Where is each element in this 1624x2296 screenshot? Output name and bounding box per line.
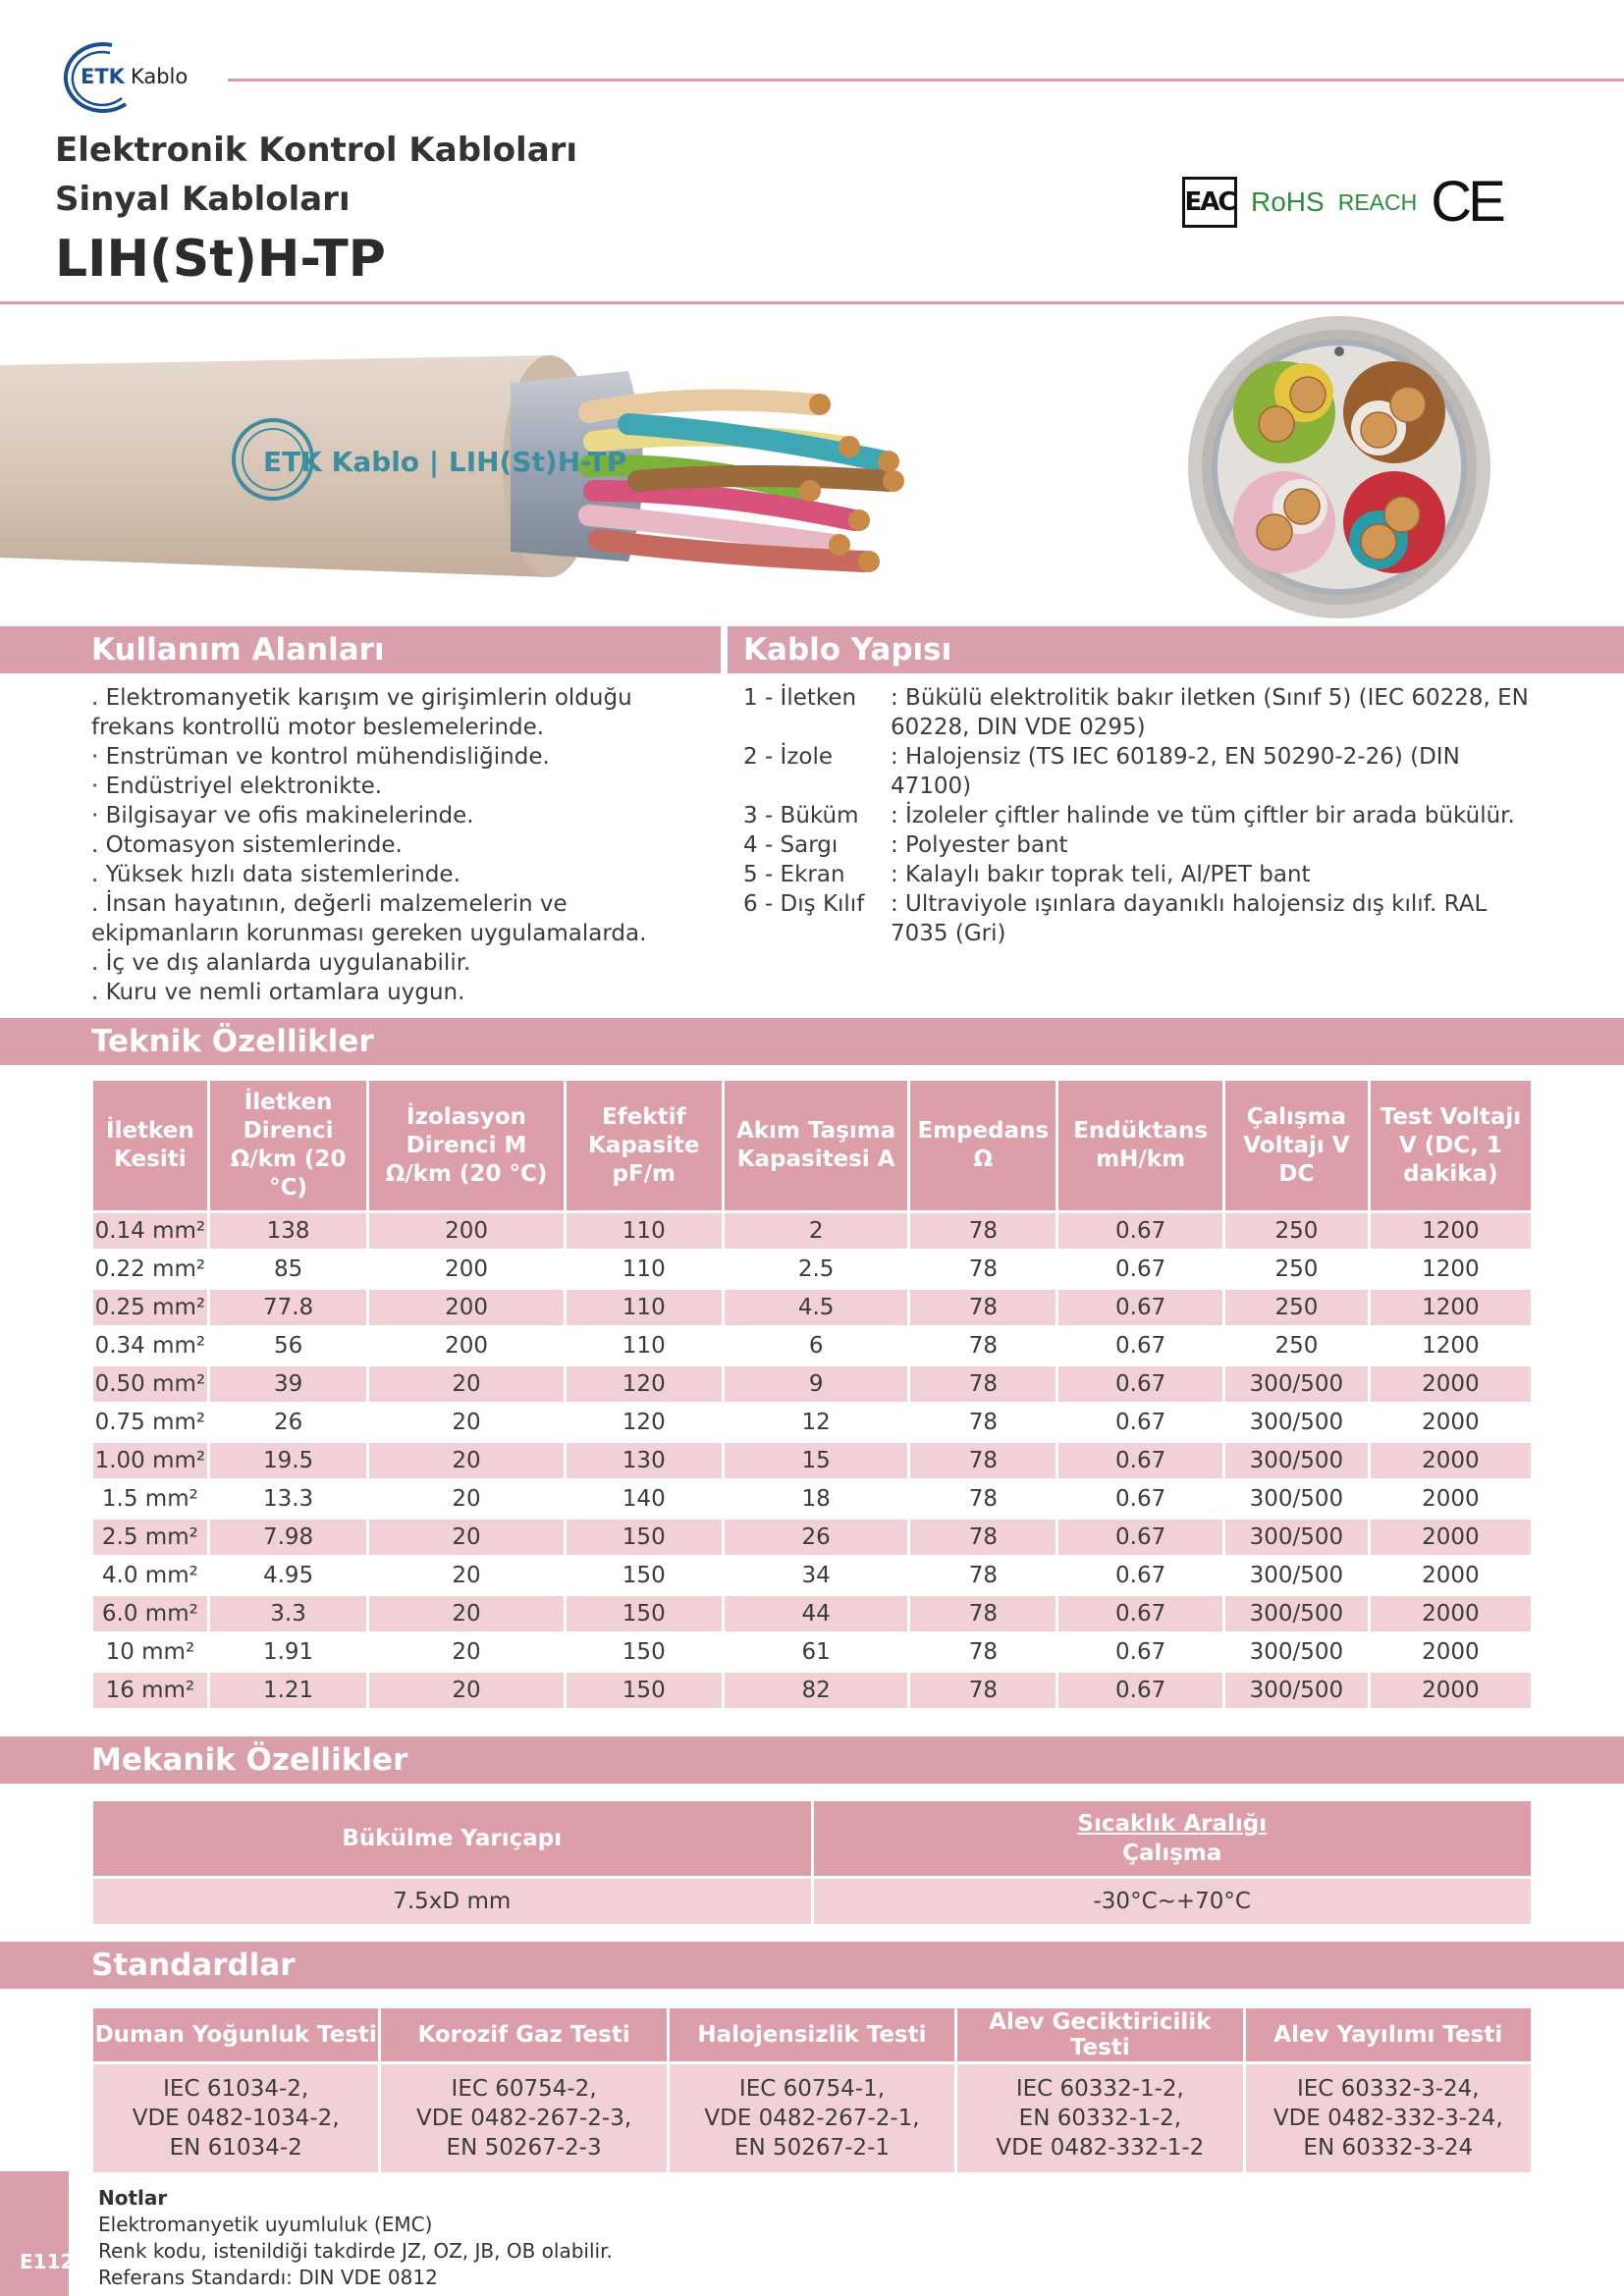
table-row <box>93 1290 1531 1325</box>
structure-item <box>743 889 1529 948</box>
table-cell: 20 <box>369 1596 563 1631</box>
table-cell: 0.50 mm² <box>93 1366 207 1402</box>
table-row <box>93 1673 1531 1708</box>
column-header: Alev Geciktiricilik Testi <box>957 2008 1242 2061</box>
table-cell <box>670 2064 954 2172</box>
table-cell: 15 <box>725 1443 908 1478</box>
mechanical-section-header <box>0 1736 1624 1784</box>
notes-title: Notlar <box>98 2186 168 2210</box>
table-cell: 150 <box>567 1673 722 1708</box>
table-cell: 26 <box>210 1405 367 1440</box>
technical-table-body <box>93 1213 1531 1708</box>
table-cell: 2000 <box>1371 1596 1531 1631</box>
table-cell: 300/500 <box>1225 1481 1368 1517</box>
cell-line: IEC 60332-3-24, <box>1296 2076 1480 2102</box>
table-cell: 0.25 mm² <box>93 1290 207 1325</box>
column-header: Alev Yayılımı Testi <box>1246 2008 1531 2061</box>
table-cell: 78 <box>910 1558 1056 1593</box>
table-cell: 0.22 mm² <box>93 1252 207 1287</box>
title-divider <box>0 301 1624 304</box>
mechanical-table <box>90 1798 1534 1927</box>
table-cell: 82 <box>725 1673 908 1708</box>
cell-line: IEC 60754-1, <box>738 2076 886 2102</box>
table-cell: 130 <box>567 1443 722 1478</box>
temperature-header <box>814 1801 1532 1876</box>
cross-section-illustration <box>1186 314 1492 620</box>
table-row <box>93 1481 1531 1517</box>
cable-print: ETK Kablo | LIH(St)H-TP <box>263 446 627 478</box>
subcategory-title: Sinyal Kabloları <box>55 180 351 219</box>
table-cell: 2000 <box>1371 1443 1531 1478</box>
table-cell: 2.5 <box>725 1252 908 1287</box>
cell-line: EN 60332-3-24 <box>1303 2135 1474 2161</box>
note-line: Elektromanyetik uyumluluk (EMC) <box>98 2213 433 2236</box>
structure-value: : Kalaylı bakır toprak teli, Al/PET bant <box>891 862 1311 887</box>
table-cell: 150 <box>567 1558 722 1593</box>
table-cell: 250 <box>1225 1290 1368 1325</box>
table-cell: 26 <box>725 1520 908 1555</box>
rohs-mark: RoHS <box>1251 187 1325 217</box>
structure-value: : Ultraviyole ışınlara dayanıklı halojensiz dış kılıf. RAL 7035 (Gri) <box>891 891 1488 946</box>
cell-line: EN 61034-2 <box>169 2135 302 2161</box>
column-header: Korozif Gaz Testi <box>381 2008 666 2061</box>
structure-list <box>743 683 1529 948</box>
table-cell: 19.5 <box>210 1443 367 1478</box>
table-cell <box>93 2064 378 2172</box>
table-cell: 18 <box>725 1481 908 1517</box>
table-cell: 20 <box>369 1673 563 1708</box>
note-line: Referans Standardı: DIN VDE 0812 <box>98 2266 438 2289</box>
table-cell: 2000 <box>1371 1673 1531 1708</box>
table-cell: 77.8 <box>210 1290 367 1325</box>
structure-value: : İzoleler çiftler halinde ve tüm çiftler bir arada bükülür. <box>891 803 1515 828</box>
eac-mark: EAC <box>1182 177 1237 228</box>
table-cell: 0.67 <box>1058 1366 1222 1402</box>
logo-sub: Kablo <box>130 65 189 88</box>
table-cell <box>381 2064 666 2172</box>
table-cell: 300/500 <box>1225 1443 1368 1478</box>
usage-list <box>91 683 710 1007</box>
table-cell: 0.67 <box>1058 1405 1222 1440</box>
structure-item <box>743 742 1529 801</box>
table-cell: 1200 <box>1371 1328 1531 1363</box>
table-cell: 0.34 mm² <box>93 1328 207 1363</box>
table-cell: 61 <box>725 1634 908 1670</box>
table-cell: 200 <box>369 1252 563 1287</box>
column-header: Akım Taşıma Kapasitesi A <box>725 1081 908 1210</box>
table-cell: 4.95 <box>210 1558 367 1593</box>
table-row <box>93 1520 1531 1555</box>
table-cell: 2.5 mm² <box>93 1520 207 1555</box>
note-line: Renk kodu, istenildiği takdirde JZ, OZ, JB, OB olabilir. <box>98 2239 613 2263</box>
list-item: . Otomasyon sistemlerinde. <box>91 832 403 858</box>
cell-line: VDE 0482-332-1-2 <box>996 2135 1205 2161</box>
column-header: İzolasyon Direnci M Ω/km (20 °C) <box>369 1081 563 1210</box>
product-title: LIH(St)H-TP <box>55 230 386 289</box>
table-row <box>93 2064 1531 2172</box>
table-cell: 10 mm² <box>93 1634 207 1670</box>
table-cell: 1.21 <box>210 1673 367 1708</box>
table-cell: 78 <box>910 1328 1056 1363</box>
column-header: Çalışma Voltajı V DC <box>1225 1081 1368 1210</box>
table-cell: 150 <box>567 1634 722 1670</box>
table-cell: 20 <box>369 1520 563 1555</box>
operating-label: Çalışma <box>1122 1841 1222 1866</box>
cell-line: VDE 0482-1034-2, <box>132 2106 340 2131</box>
cell-line: IEC 60332-1-2, <box>1015 2076 1184 2102</box>
list-item: . Yüksek hızlı data sistemlerinde. <box>91 862 460 887</box>
table-cell <box>957 2064 1242 2172</box>
column-header: İletken Kesiti <box>93 1081 207 1210</box>
table-cell: 0.14 mm² <box>93 1213 207 1249</box>
table-cell: 1.5 mm² <box>93 1481 207 1517</box>
table-row <box>93 1252 1531 1287</box>
table-cell: 250 <box>1225 1328 1368 1363</box>
table-cell: 13.3 <box>210 1481 367 1517</box>
table-cell: 78 <box>910 1673 1056 1708</box>
structure-item <box>743 830 1529 860</box>
table-cell: 2000 <box>1371 1520 1531 1555</box>
table-cell: 78 <box>910 1443 1056 1478</box>
table-cell: 2000 <box>1371 1366 1531 1402</box>
table-cell: 20 <box>369 1634 563 1670</box>
table-cell: 120 <box>567 1366 722 1402</box>
structure-value: : Polyester bant <box>891 832 1068 858</box>
table-cell: 78 <box>910 1290 1056 1325</box>
structure-key: 3 - Büküm <box>743 803 859 828</box>
table-cell: 3.3 <box>210 1596 367 1631</box>
list-item: · Endüstriyel elektronikte. <box>91 774 383 799</box>
table-cell: 150 <box>567 1596 722 1631</box>
table-cell: 4.5 <box>725 1290 908 1325</box>
table-cell: 2000 <box>1371 1634 1531 1670</box>
table-row <box>93 1596 1531 1631</box>
standards-table <box>90 2005 1534 2175</box>
table-cell: 300/500 <box>1225 1366 1368 1402</box>
cell-line: IEC 60754-2, <box>451 2076 597 2102</box>
table-cell: 0.67 <box>1058 1673 1222 1708</box>
table-cell: 20 <box>369 1366 563 1402</box>
table-cell: 20 <box>369 1558 563 1593</box>
technical-section-header <box>0 1018 1624 1065</box>
cell-line: VDE 0482-267-2-3, <box>415 2106 632 2131</box>
table-cell: 78 <box>910 1366 1056 1402</box>
table-row <box>93 1366 1531 1402</box>
table-cell: 140 <box>567 1481 722 1517</box>
table-cell: 78 <box>910 1213 1056 1249</box>
standards-title: Standardlar <box>91 1948 296 1983</box>
table-cell: 300/500 <box>1225 1520 1368 1555</box>
column-header: İletken Direnci Ω/km (20 °C) <box>210 1081 367 1210</box>
table-cell: 78 <box>910 1596 1056 1631</box>
table-row <box>93 1405 1531 1440</box>
temperature-range-label: Sıcaklık Aralığı <box>1077 1811 1268 1837</box>
table-cell: 56 <box>210 1328 367 1363</box>
table-cell: 2000 <box>1371 1405 1531 1440</box>
column-header: Empedans Ω <box>910 1081 1056 1210</box>
column-header: Duman Yoğunluk Testi <box>93 2008 378 2061</box>
bend-radius-header: Bükülme Yarıçapı <box>93 1801 811 1876</box>
table-cell: 200 <box>369 1290 563 1325</box>
structure-key: 6 - Dış Kılıf <box>743 891 865 917</box>
category-title: Elektronik Kontrol Kabloları <box>55 131 578 170</box>
technical-table <box>90 1078 1534 1711</box>
table-cell <box>1246 2064 1531 2172</box>
list-item: . Elektromanyetik karışım ve girişimlerin olduğu frekans kontrollü motor beslemelerinde. <box>91 685 632 740</box>
table-row <box>93 1328 1531 1363</box>
column-header: Test Voltajı V (DC, 1 dakika) <box>1371 1081 1531 1210</box>
table-cell: 78 <box>910 1405 1056 1440</box>
technical-title: Teknik Özellikler <box>91 1024 374 1059</box>
page-number: E112 <box>20 2250 75 2273</box>
table-cell: 6.0 mm² <box>93 1596 207 1631</box>
structure-value: : Bükülü elektrolitik bakır iletken (Sınıf 5) (IEC 60228, EN 60228, DIN VDE 0295) <box>891 685 1529 740</box>
header-divider <box>228 79 1624 81</box>
structure-key: 2 - İzole <box>743 744 834 770</box>
table-cell: 9 <box>725 1366 908 1402</box>
table-cell: 300/500 <box>1225 1405 1368 1440</box>
table-row <box>93 1213 1531 1249</box>
notes <box>98 2185 613 2291</box>
table-cell: 0.67 <box>1058 1213 1222 1249</box>
table-cell: 300/500 <box>1225 1558 1368 1593</box>
ce-mark: CE <box>1431 170 1502 234</box>
table-cell: 78 <box>910 1252 1056 1287</box>
table-cell: 110 <box>567 1252 722 1287</box>
table-cell: 0.67 <box>1058 1634 1222 1670</box>
cell-line: VDE 0482-267-2-1, <box>704 2106 920 2131</box>
cell-line: EN 60332-1-2, <box>1018 2106 1182 2131</box>
table-cell: 200 <box>369 1213 563 1249</box>
table-cell: 2000 <box>1371 1481 1531 1517</box>
table-cell: 2000 <box>1371 1558 1531 1593</box>
table-cell: 6 <box>725 1328 908 1363</box>
cell-line: EN 50267-2-1 <box>733 2135 891 2161</box>
table-cell: 85 <box>210 1252 367 1287</box>
mechanical-title: Mekanik Özellikler <box>91 1742 408 1778</box>
table-cell: 0.67 <box>1058 1443 1222 1478</box>
table-cell: 250 <box>1225 1213 1368 1249</box>
table-cell: 0.67 <box>1058 1290 1222 1325</box>
cell-line: VDE 0482-332-3-24, <box>1272 2106 1503 2131</box>
standards-section-header <box>0 1942 1624 1989</box>
column-header: Endüktans mH/km <box>1058 1081 1222 1210</box>
table-cell: 1200 <box>1371 1252 1531 1287</box>
structure-title: Kablo Yapısı <box>743 632 952 667</box>
table-cell: 200 <box>369 1328 563 1363</box>
table-row <box>93 1634 1531 1670</box>
table-cell: 1.00 mm² <box>93 1443 207 1478</box>
table-cell: 0.67 <box>1058 1328 1222 1363</box>
table-cell: 110 <box>567 1213 722 1249</box>
column-header: Halojensizlik Testi <box>670 2008 954 2061</box>
table-cell: 20 <box>369 1443 563 1478</box>
usage-section-header <box>0 626 721 673</box>
table-cell: 120 <box>567 1405 722 1440</box>
table-cell: 0.67 <box>1058 1481 1222 1517</box>
brand-logo <box>81 65 188 88</box>
table-cell: 0.67 <box>1058 1520 1222 1555</box>
table-cell: 78 <box>910 1634 1056 1670</box>
table-cell: 300/500 <box>1225 1634 1368 1670</box>
list-item: . İç ve dış alanlarda uygulanabilir. <box>91 950 471 976</box>
table-row <box>93 1879 1531 1924</box>
table-cell: 150 <box>567 1520 722 1555</box>
table-cell: 34 <box>725 1558 908 1593</box>
certification-marks <box>1182 170 1502 234</box>
column-header: Efektif Kapasite pF/m <box>567 1081 722 1210</box>
list-item: · Bilgisayar ve ofis makinelerinde. <box>91 803 474 828</box>
structure-item <box>743 801 1529 830</box>
cell-line: EN 50267-2-3 <box>446 2135 602 2161</box>
table-cell: 250 <box>1225 1252 1368 1287</box>
table-cell: 110 <box>567 1290 722 1325</box>
table-cell: 78 <box>910 1481 1056 1517</box>
table-cell: 138 <box>210 1213 367 1249</box>
cable-illustration <box>0 334 943 599</box>
table-cell: 300/500 <box>1225 1673 1368 1708</box>
cell-line: IEC 61034-2, <box>163 2076 309 2102</box>
table-cell: 0.67 <box>1058 1558 1222 1593</box>
list-item: · Enstrüman ve kontrol mühendisliğinde. <box>91 744 550 770</box>
table-cell: 1.91 <box>210 1634 367 1670</box>
table-header-row <box>93 1801 1531 1876</box>
table-cell: 44 <box>725 1596 908 1631</box>
table-cell: 12 <box>725 1405 908 1440</box>
structure-value: : Halojensiz (TS IEC 60189-2, EN 50290-2-26) (DIN 47100) <box>891 744 1460 799</box>
table-cell: 0.67 <box>1058 1596 1222 1631</box>
list-item: . İnsan hayatının, değerli malzemelerin ve ekipmanların korunması gereken uygulamalarda. <box>91 891 647 946</box>
temperature-value: -30°C~+70°C <box>814 1879 1532 1924</box>
table-cell: 1200 <box>1371 1213 1531 1249</box>
table-cell: 110 <box>567 1328 722 1363</box>
logo-main: ETK <box>81 65 125 88</box>
table-cell: 20 <box>369 1405 563 1440</box>
usage-title: Kullanım Alanları <box>91 632 385 667</box>
bend-radius-value: 7.5xD mm <box>93 1879 811 1924</box>
table-cell: 20 <box>369 1481 563 1517</box>
table-header-row <box>93 1081 1531 1210</box>
table-cell: 0.75 mm² <box>93 1405 207 1440</box>
table-cell: 78 <box>910 1520 1056 1555</box>
reach-mark: REACH <box>1337 188 1418 215</box>
table-cell: 16 mm² <box>93 1673 207 1708</box>
structure-item <box>743 683 1529 742</box>
table-cell: 4.0 mm² <box>93 1558 207 1593</box>
structure-item <box>743 860 1529 889</box>
table-cell: 7.98 <box>210 1520 367 1555</box>
structure-key: 5 - Ekran <box>743 862 845 887</box>
table-cell: 0.67 <box>1058 1252 1222 1287</box>
table-cell: 300/500 <box>1225 1596 1368 1631</box>
page-tab <box>0 2171 69 2296</box>
structure-key: 1 - İletken <box>743 685 857 711</box>
list-item: . Kuru ve nemli ortamlara uygun. <box>91 980 465 1005</box>
table-row <box>93 1443 1531 1478</box>
structure-key: 4 - Sargı <box>743 832 839 858</box>
table-cell: 2 <box>725 1213 908 1249</box>
table-row <box>93 1558 1531 1593</box>
table-cell: 1200 <box>1371 1290 1531 1325</box>
table-cell: 39 <box>210 1366 367 1402</box>
structure-section-header <box>728 626 1624 673</box>
table-header-row <box>93 2008 1531 2061</box>
